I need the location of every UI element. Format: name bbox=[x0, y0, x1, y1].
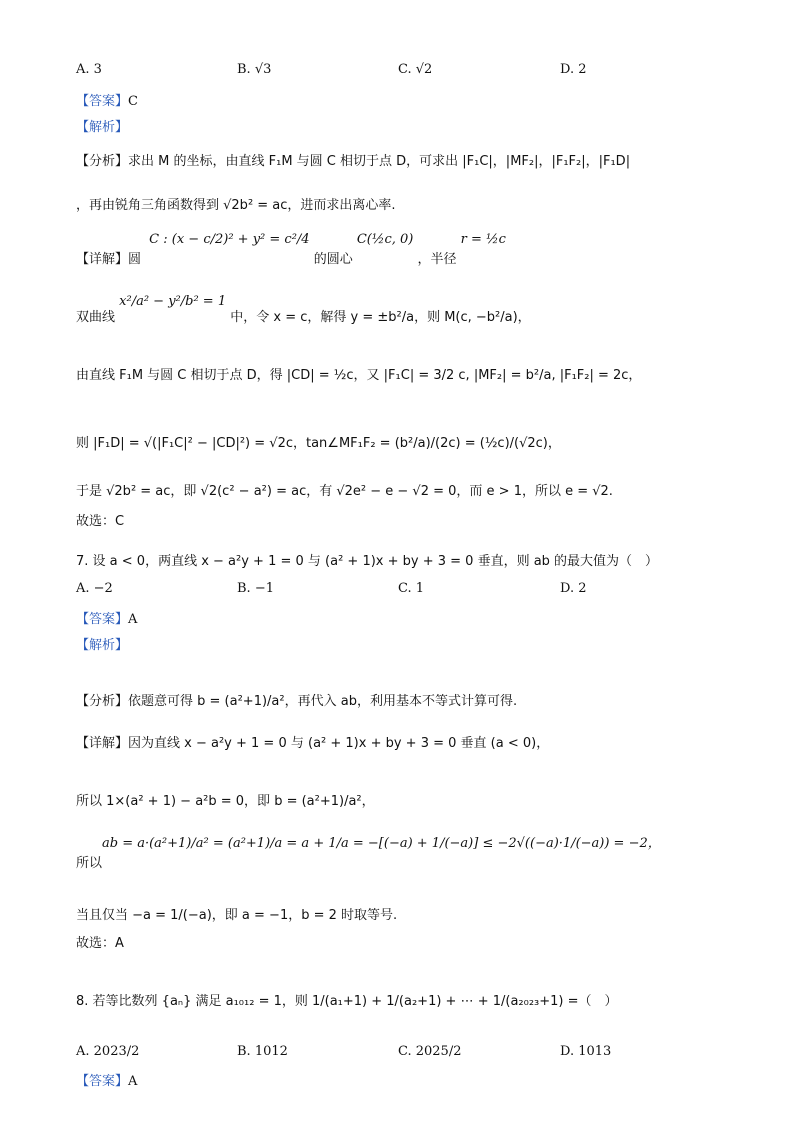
xiangjie-text: 因为直线 x − a²y + 1 = 0 与 (a² + 1)x + by + 3 = 0 垂直 (a < 0)， bbox=[128, 736, 550, 751]
circle-center: C(½c, 0) bbox=[356, 232, 414, 247]
radius-word: ，半径 bbox=[417, 252, 457, 267]
tangent-text: 由直线 F₁M 与圆 C 相切于点 D，得 |CD| = ½c，又 |F₁C| = 3/2 c, |MF₂| = b²/a, |F₁F₂| = 2c， bbox=[76, 368, 642, 383]
q6-option-a: A. 3 bbox=[76, 62, 102, 77]
q7-suoyi-2-label bbox=[76, 852, 102, 871]
q7-answer bbox=[76, 608, 137, 627]
fd-text: 则 |F₁D| = √(|F₁C|² − |CD|²) = √2c，tan∠MF₁F₂ = (b²/a)/(2c) = (½c)/(√2c)， bbox=[76, 436, 561, 451]
fenxi-text: 求出 M 的坐标，由直线 F₁M 与圆 C 相切于点 D，可求出 |F₁C|，|MF₂|，|F₁F₂|，|F₁D| bbox=[128, 154, 631, 169]
answer-label: 【答案】 bbox=[76, 612, 129, 627]
guxuan-text: 故选：A bbox=[76, 936, 124, 951]
fenxi-text: 依题意可得 b = (a²+1)/a²，再代入 ab，利用基本不等式计算可得. bbox=[128, 694, 518, 709]
radius-expr: r = ½c bbox=[460, 232, 506, 247]
fenxi-text-2: ，再由锐角三角函数得到 √2b² = ac，进而求出离心率. bbox=[76, 198, 396, 213]
answer-label: 【答案】 bbox=[76, 1074, 129, 1089]
q6-xiangjie-circle bbox=[76, 228, 506, 267]
answer-value: C bbox=[128, 94, 138, 109]
hyperbola-equation: x²/a² − y²/b² = 1 bbox=[119, 294, 227, 309]
q6-analysis-label bbox=[76, 116, 128, 135]
q8-stem-text: 8. 若等比数列 {aₙ} 满足 a₁₀₁₂ = 1，则 1/(a₁+1) + 1/(a₂+1) + ⋯ + 1/(a₂₀₂₃+1) =（ ） bbox=[76, 994, 618, 1009]
q8-option-c: C. 2025/2 bbox=[398, 1044, 462, 1059]
q7-analysis-label bbox=[76, 634, 128, 653]
answer-value: A bbox=[128, 1074, 138, 1089]
circle-equation: C : (x − c/2)² + y² = c²/4 bbox=[149, 232, 310, 247]
q7-suoyi-1 bbox=[76, 790, 375, 809]
circle-center-word: 的圆心 bbox=[313, 252, 353, 267]
xiangjie-label: 【详解】 bbox=[76, 736, 129, 751]
q7-dangqie bbox=[76, 904, 397, 923]
q6-yushi bbox=[76, 480, 613, 499]
q6-tangent bbox=[76, 364, 641, 383]
q7-suoyi-2 bbox=[76, 832, 661, 851]
q7-guxuan bbox=[76, 932, 124, 951]
q6-fd bbox=[76, 432, 561, 451]
q8-option-a: A. 2023/2 bbox=[76, 1044, 140, 1059]
q6-option-c: C. √2 bbox=[398, 62, 433, 77]
q6-option-b: B. √3 bbox=[237, 62, 272, 77]
q8-option-b: B. 1012 bbox=[237, 1044, 288, 1059]
q7-fenxi bbox=[76, 690, 517, 709]
q7-option-b: B. −1 bbox=[237, 581, 274, 596]
q6-guxuan bbox=[76, 510, 124, 529]
fenxi-label: 【分析】 bbox=[76, 694, 129, 709]
q7-xiangjie bbox=[76, 732, 549, 751]
suoyi-2-expr: ab = a·(a²+1)/a² = (a²+1)/a = a + 1/a = −[(−a) + 1/(−a)] ≤ −2√((−a)·1/(−a)) = −2， bbox=[102, 836, 661, 851]
q7-option-c: C. 1 bbox=[398, 581, 425, 596]
q7-stem bbox=[76, 550, 658, 569]
hyperbola-text: 中，令 x = c，解得 y = ±b²/a，则 M(c, −b²/a)， bbox=[230, 310, 531, 325]
xiangjie-label: 【详解】 bbox=[76, 252, 129, 267]
suoyi-1-text: 所以 1×(a² + 1) − a²b = 0，即 b = (a²+1)/a²， bbox=[76, 794, 375, 809]
guxuan-text: 故选：C bbox=[76, 514, 125, 529]
q8-answer bbox=[76, 1070, 137, 1089]
hyperbola-word: 双曲线 bbox=[76, 310, 116, 325]
answer-value: A bbox=[128, 612, 138, 627]
q7-stem-text: 7. 设 a < 0，两直线 x − a²y + 1 = 0 与 (a² + 1)x + by + 3 = 0 垂直，则 ab 的最大值为（ ） bbox=[76, 554, 659, 569]
q7-option-a: A. −2 bbox=[76, 581, 113, 596]
q6-fenxi bbox=[76, 150, 630, 169]
fenxi-label: 【分析】 bbox=[76, 154, 129, 169]
q6-option-d: D. 2 bbox=[560, 62, 587, 77]
q6-fenxi-cont bbox=[76, 194, 396, 213]
q7-option-d: D. 2 bbox=[560, 581, 587, 596]
q8-option-d: D. 1013 bbox=[560, 1044, 612, 1059]
answer-label: 【答案】 bbox=[76, 94, 129, 109]
q6-answer bbox=[76, 90, 138, 109]
dangqie-text: 当且仅当 −a = 1/(−a)，即 a = −1，b = 2 时取等号. bbox=[76, 908, 398, 923]
analysis-label: 【解析】 bbox=[76, 638, 129, 653]
suoyi-2-label: 所以 bbox=[76, 856, 103, 871]
yushi-text: 于是 √2b² = ac，即 √2(c² − a²) = ac，有 √2e² − e − √2 = 0，而 e > 1，所以 e = √2. bbox=[76, 484, 613, 499]
analysis-label: 【解析】 bbox=[76, 120, 129, 135]
circle-word: 圆 bbox=[128, 252, 142, 267]
q6-hyperbola bbox=[76, 290, 531, 325]
q8-stem bbox=[76, 990, 618, 1009]
